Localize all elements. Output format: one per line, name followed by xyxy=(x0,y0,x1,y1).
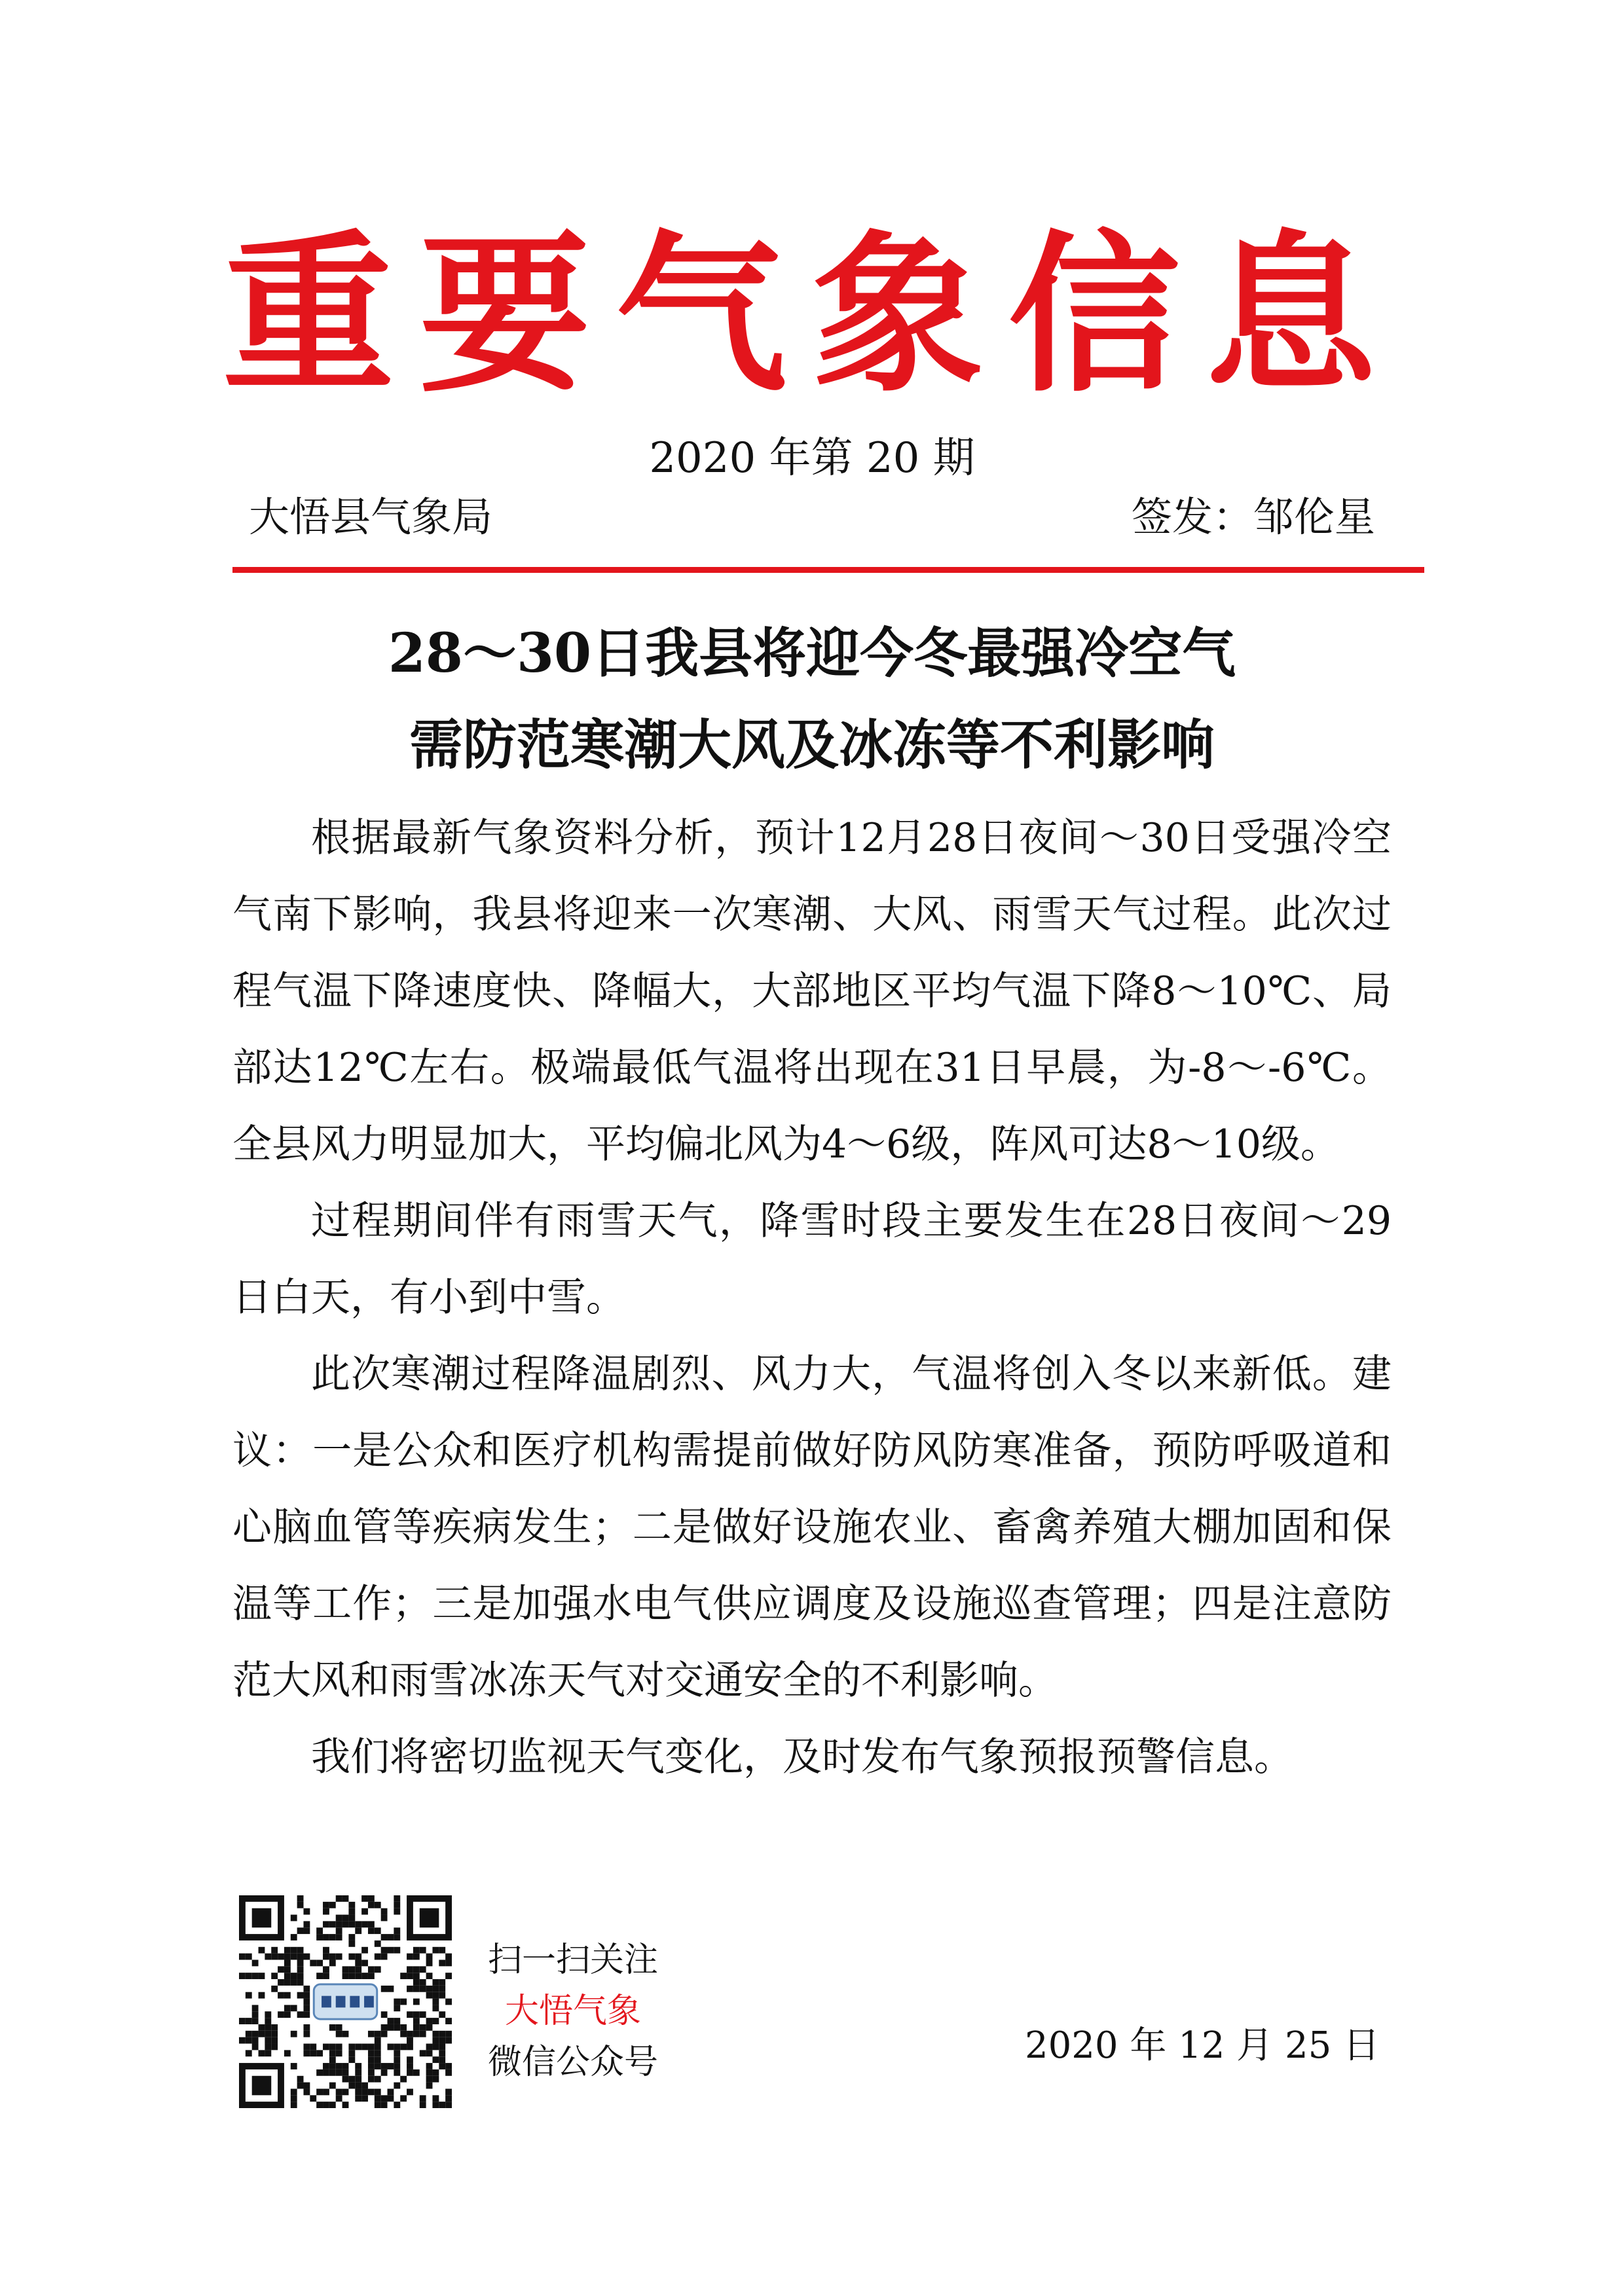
paragraph: 我们将密切监视天气变化，及时发布气象预报预警信息。 xyxy=(311,1734,1293,1780)
account-name: 大悟气象 xyxy=(505,1992,642,2031)
qr-code-icon xyxy=(239,1895,452,2108)
paragraph: 过程期间伴有雨雪天气，降雪时段主要发生在28日夜间～29日白天，有小到中雪。 xyxy=(232,1198,1392,1321)
issue-date: 2020 年 12 月 25 日 xyxy=(1025,2024,1380,2067)
follow-line-3: 微信公众号 xyxy=(488,2043,659,2082)
paragraph: 根据最新气象资料分析，预计12月28日夜间～30日受强冷空气南下影响，我县将迎来一次寒潮、大风、雨雪天气过程。此次过程气温下降速度快、降幅大，大部地区平均气温下降8～10℃、局部达12℃左右。极端最低气温将出现在31日早晨，为-8～-6℃。全县风力明显加大，平均偏北风为4～6级，阵风可达8～10级。 xyxy=(232,815,1392,1167)
signer: 签发：邹伦星 xyxy=(1131,493,1375,541)
article-headline xyxy=(196,608,1428,791)
article-body xyxy=(232,800,1392,1796)
paragraph: 此次寒潮过程降温剧烈、风力大，气温将创入冬以来新低。建议：一是公众和医疗机构需提前做好防风防寒准备，预防呼吸道和心脑血管等疾病发生；二是做好设施农业、畜禽养殖大棚加固和保温等工作；三是加强水电气供应调度及设施巡查管理；四是注意防范大风和雨雪冰冻天气对交通安全的不利影响。 xyxy=(232,1351,1392,1704)
follow-prompt xyxy=(488,1935,658,2088)
masthead-title: 重要气象信息 xyxy=(223,213,1401,415)
headline-line-1: 28～30日我县将迎今冬最强冷空气 xyxy=(388,622,1236,685)
header-divider xyxy=(232,567,1424,573)
issuing-agency: 大悟县气象局 xyxy=(249,493,493,541)
issue-number: 2020 年第 20 期 xyxy=(649,434,975,483)
follow-line-1: 扫一扫关注 xyxy=(488,1941,659,1980)
headline-line-2: 需防范寒潮大风及冰冻等不利影响 xyxy=(409,714,1215,776)
